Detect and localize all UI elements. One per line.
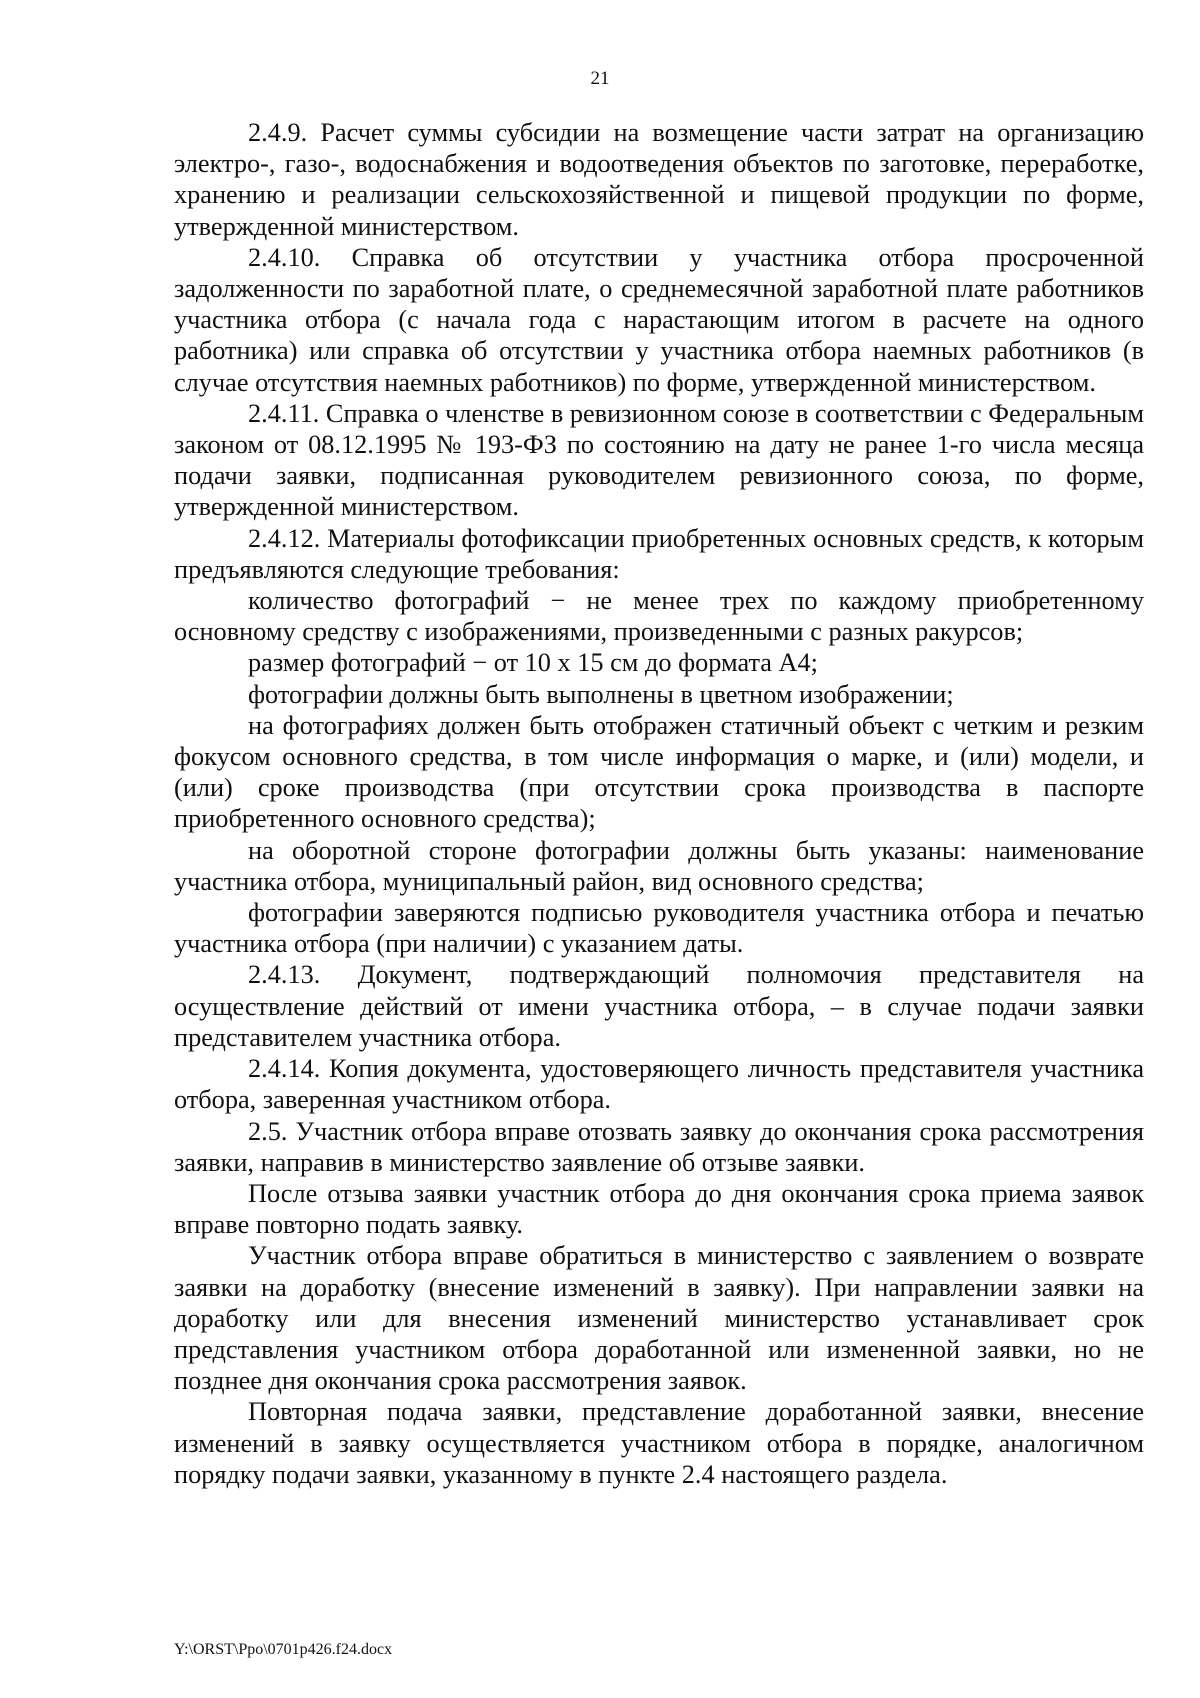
paragraph-2-4-9: 2.4.9. Расчет суммы субсидии на возмещение части затрат на организацию электро-, газо-, водоснабжения и водоотведения объектов по заготовке, переработке, хранению и реализации сельскохозяйственной и пищевой продукции по форме, утвержденной министерством. bbox=[174, 118, 1144, 241]
paragraph-resubmission: Повторная подача заявки, представление доработанной заявки, внесение изменений в заявку осуществляется участником отбора в порядке, аналогичном порядку подачи заявки, указанному в пункте 2.4 настоящего раздела. bbox=[174, 1397, 1144, 1489]
footer-file-path: Y:\ORST\Ppo\0701p426.f24.docx bbox=[174, 1641, 393, 1658]
paragraph-2-4-13: 2.4.13. Документ, подтверждающий полномочия представителя на осуществление действий от имени участника отбора, – в случае подачи заявки представителем участника отбора. bbox=[174, 960, 1144, 1052]
photo-requirement-certification: фотографии заверяются подписью руководителя участника отбора и печатью участника отбора (при наличии) с указанием даты. bbox=[174, 898, 1144, 959]
photo-requirement-count: количество фотографий − не менее трех по каждому приобретенному основному средству с изображениями, произведенными с разных ракурсов; bbox=[174, 586, 1144, 647]
paragraph-2-4-11: 2.4.11. Справка о членстве в ревизионном союзе в соответствии с Федеральным законом от 08.12.1995 № 193-ФЗ по состоянию на дату не ранее 1-го числа месяца подачи заявки, подписанная руководителем ревизионного союза, по форме, утвержденной министерством. bbox=[174, 398, 1144, 522]
page-number: 21 bbox=[590, 68, 610, 89]
paragraph-2-4-10: 2.4.10. Справка об отсутствии у участника отбора просроченной задолженности по заработной плате, о среднемесячной заработной плате работников участника отбора (с начала года с нарастающим итогом в расчете на одного работника) или справка об отсутствии у участника отбора наемных работников (в случае отсутствия наемных работников) по форме, утвержденной министерством. bbox=[174, 242, 1144, 397]
paragraph-after-withdrawal: После отзыва заявки участник отбора до дня окончания срока приема заявок вправе повторно подать заявку. bbox=[174, 1178, 1144, 1240]
paragraph-2-4-14: 2.4.14. Копия документа, удостоверяющего личность представителя участника отбора, заверенная участником отбора. bbox=[174, 1054, 1144, 1115]
paragraph-2-4-12: 2.4.12. Материалы фотофиксации приобретенных основных средств, к которым предъявляются следующие требования: bbox=[174, 523, 1144, 584]
paragraph-2-5: 2.5. Участник отбора вправе отозвать заявку до окончания срока рассмотрения заявки, направив в министерство заявление об отзыве заявки. bbox=[174, 1116, 1144, 1177]
photo-requirement-size: размер фотографий − от 10 х 15 см до формата А4; bbox=[248, 648, 818, 678]
photo-requirement-focus: на фотографиях должен быть отображен статичный объект с четким и резким фокусом основного средства, в том числе информация о марке, и (или) модели, и (или) сроке производства (при отсутствии срока производства в паспорте приобретенного основного средства); bbox=[174, 710, 1144, 834]
photo-requirement-color: фотографии должны быть выполнены в цветном изображении; bbox=[248, 679, 954, 709]
photo-requirement-backside: на оборотной стороне фотографии должны быть указаны: наименование участника отбора, муниципальный район, вид основного средства; bbox=[174, 835, 1144, 896]
paragraph-return-for-revision: Участник отбора вправе обратиться в министерство с заявлением о возврате заявки на доработку (внесение изменений в заявку). При направлении заявки на доработку или для внесения изменений министерство устанавливает срок представления участником отбора доработанной или измененной заявки, но не позднее дня окончания срока рассмотрения заявок. bbox=[174, 1241, 1144, 1396]
document-body bbox=[174, 117, 1144, 1490]
